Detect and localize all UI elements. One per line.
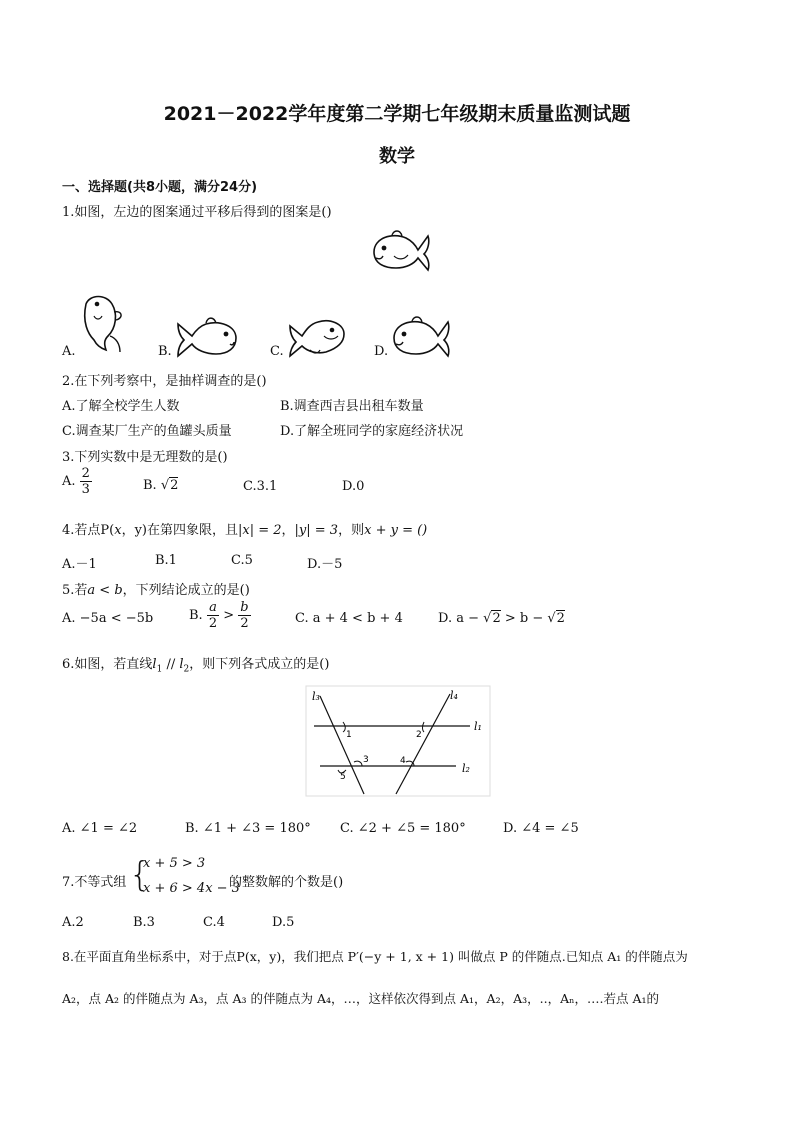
question-1-option-c: C.: [270, 344, 284, 359]
question-1-option-a: A.: [62, 344, 76, 359]
question-5-option-a: A. −5a < −5b: [62, 611, 154, 626]
sum-expression: x + y = (): [364, 523, 428, 538]
angle-label-2: 2: [416, 730, 422, 740]
question-3-stem: 3.下列实数中是无理数的是(): [62, 450, 228, 465]
fraction: [238, 600, 250, 631]
question-3-option-d: D.0: [342, 479, 365, 494]
sqrt-symbol: √: [160, 478, 170, 493]
question-1-option-d: D.: [374, 344, 389, 359]
figure-label-l1: l₁: [474, 720, 482, 733]
fraction-numerator: a: [207, 600, 219, 616]
question-8-line-1: 8.在平面直角坐标系中，对于点P(x，y)，我们把点 P′(−y + 1, x + 1) 叫做点 P 的伴随点.已知点 A₁ 的伴随点为: [62, 949, 688, 964]
condition: a < b: [87, 583, 123, 598]
fish-option-c-image: [284, 314, 350, 358]
question-2-option-c: C.调查某厂生产的鱼罐头质量: [62, 424, 232, 439]
question-6-option-a: A. ∠1 = ∠2: [62, 821, 138, 836]
question-7-stem-prefix: 7.不等式组: [62, 875, 127, 890]
fish-reference-image: [368, 228, 434, 274]
subscript: 1: [156, 664, 163, 675]
fraction-denominator: 3: [81, 482, 90, 497]
exam-title: 2021－2022学年度第二学期七年级期末质量监测试题: [163, 103, 631, 125]
figure-label-l3: l₃: [312, 690, 320, 703]
question-7-stem-suffix: 的整数解的个数是(): [229, 875, 344, 890]
stem-text: 5.若: [62, 583, 88, 598]
question-3-option-b: [143, 478, 178, 493]
section-heading: 一、选择题(共8小题，满分24分): [62, 180, 258, 195]
question-3-option-a: [62, 466, 92, 497]
fish-option-a-image: [76, 290, 132, 354]
fraction-numerator: 2: [81, 466, 90, 481]
fish-option-b-image: [172, 314, 244, 358]
fraction: [80, 466, 92, 497]
question-2-option-a: A.了解全校学生人数: [62, 399, 180, 414]
stem-text: ，则下列各式成立的是(): [189, 657, 330, 672]
radicand: 2: [170, 478, 179, 493]
question-4-option-c: C.5: [231, 553, 253, 568]
question-4-stem: [62, 519, 427, 538]
question-4-option-b: B.1: [155, 553, 177, 568]
question-2-option-b: B.调查西吉县出租车数量: [280, 399, 424, 414]
stem-text: ，则: [338, 523, 365, 538]
var-x: x: [114, 523, 122, 538]
question-8-line-2: A₂，点 A₂ 的伴随点为 A₃，点 A₃ 的伴随点为 A₄，…，这样依次得到点 A₁，A₂，A₃，..，Aₙ，….若点 A₁的: [62, 991, 659, 1006]
parallel-symbol: //: [162, 657, 180, 672]
stem-text: ，y)在第四象限，且: [121, 523, 238, 538]
stem-text: ，下列结论成立的是(): [122, 583, 250, 598]
fraction: [207, 600, 219, 631]
line-l4-drawn: [396, 694, 450, 794]
question-7-option-b: B.3: [133, 915, 155, 930]
question-6-stem: [62, 653, 329, 675]
question-6-option-b: B. ∠1 + ∠3 = 180°: [185, 821, 311, 836]
stem-text: 6.如图，若直线: [62, 657, 153, 672]
question-7-option-d: D.5: [272, 915, 295, 930]
system-brace: {: [129, 855, 151, 895]
angle-label-1: 1: [346, 730, 352, 740]
line-l2: l: [179, 657, 184, 672]
angle-label-4: 4: [400, 756, 406, 766]
radicand: 2: [556, 611, 565, 626]
option-text: > b −: [500, 611, 548, 626]
question-4-option-a: A.－1: [62, 557, 97, 572]
question-2-stem: 2.在下列考察中，是抽样调查的是(): [62, 374, 267, 389]
fish-option-d-image: [388, 314, 454, 358]
fraction-denominator: 2: [240, 616, 249, 631]
abs-x-expression: |x| = 2: [238, 523, 282, 538]
angle-label-5: 5: [340, 772, 346, 782]
question-7-option-a: A.2: [62, 915, 84, 930]
separator: ，: [281, 523, 295, 538]
angle-label-3: 3: [363, 755, 369, 765]
radicand: 2: [492, 611, 501, 626]
operator: >: [223, 608, 235, 623]
figure-label-l2: l₂: [462, 762, 470, 775]
question-5-option-c: C. a + 4 < b + 4: [295, 611, 403, 626]
subject-title: 数学: [379, 146, 415, 167]
stem-text: 4.若点P(: [62, 523, 115, 538]
figure-label-l4: l₄: [450, 689, 458, 702]
inequality-2: x + 6 > 4x − 3: [143, 881, 240, 896]
subscript: 2: [183, 664, 190, 675]
question-2-option-d: D.了解全班同学的家庭经济状况: [280, 424, 464, 439]
option-label: B.: [189, 608, 203, 623]
option-label: A.: [62, 474, 76, 489]
inequality-1: x + 5 > 3: [143, 856, 206, 871]
question-5-option-d: D. a − √2 > b − √2: [438, 611, 565, 626]
fraction-denominator: 2: [208, 616, 218, 631]
parallel-lines-figure: [306, 686, 490, 796]
question-3-option-c: C.3.1: [243, 479, 278, 494]
option-text: D. a −: [438, 611, 484, 626]
question-5-option-b: [189, 600, 251, 631]
abs-y-expression: |y| = 3: [294, 523, 339, 538]
question-4-option-d: D.－5: [307, 557, 343, 572]
question-1-option-b: B.: [158, 344, 172, 359]
question-5-stem: [62, 579, 250, 598]
option-label: B.: [143, 478, 157, 493]
fraction-numerator: b: [240, 600, 249, 615]
question-1-stem: 1.如图，左边的图案通过平移后得到的图案是(): [62, 205, 332, 220]
line-l1: l: [152, 657, 157, 672]
question-6-option-c: C. ∠2 + ∠5 = 180°: [340, 821, 466, 836]
question-6-option-d: D. ∠4 = ∠5: [503, 821, 579, 836]
question-7-option-c: C.4: [203, 915, 225, 930]
